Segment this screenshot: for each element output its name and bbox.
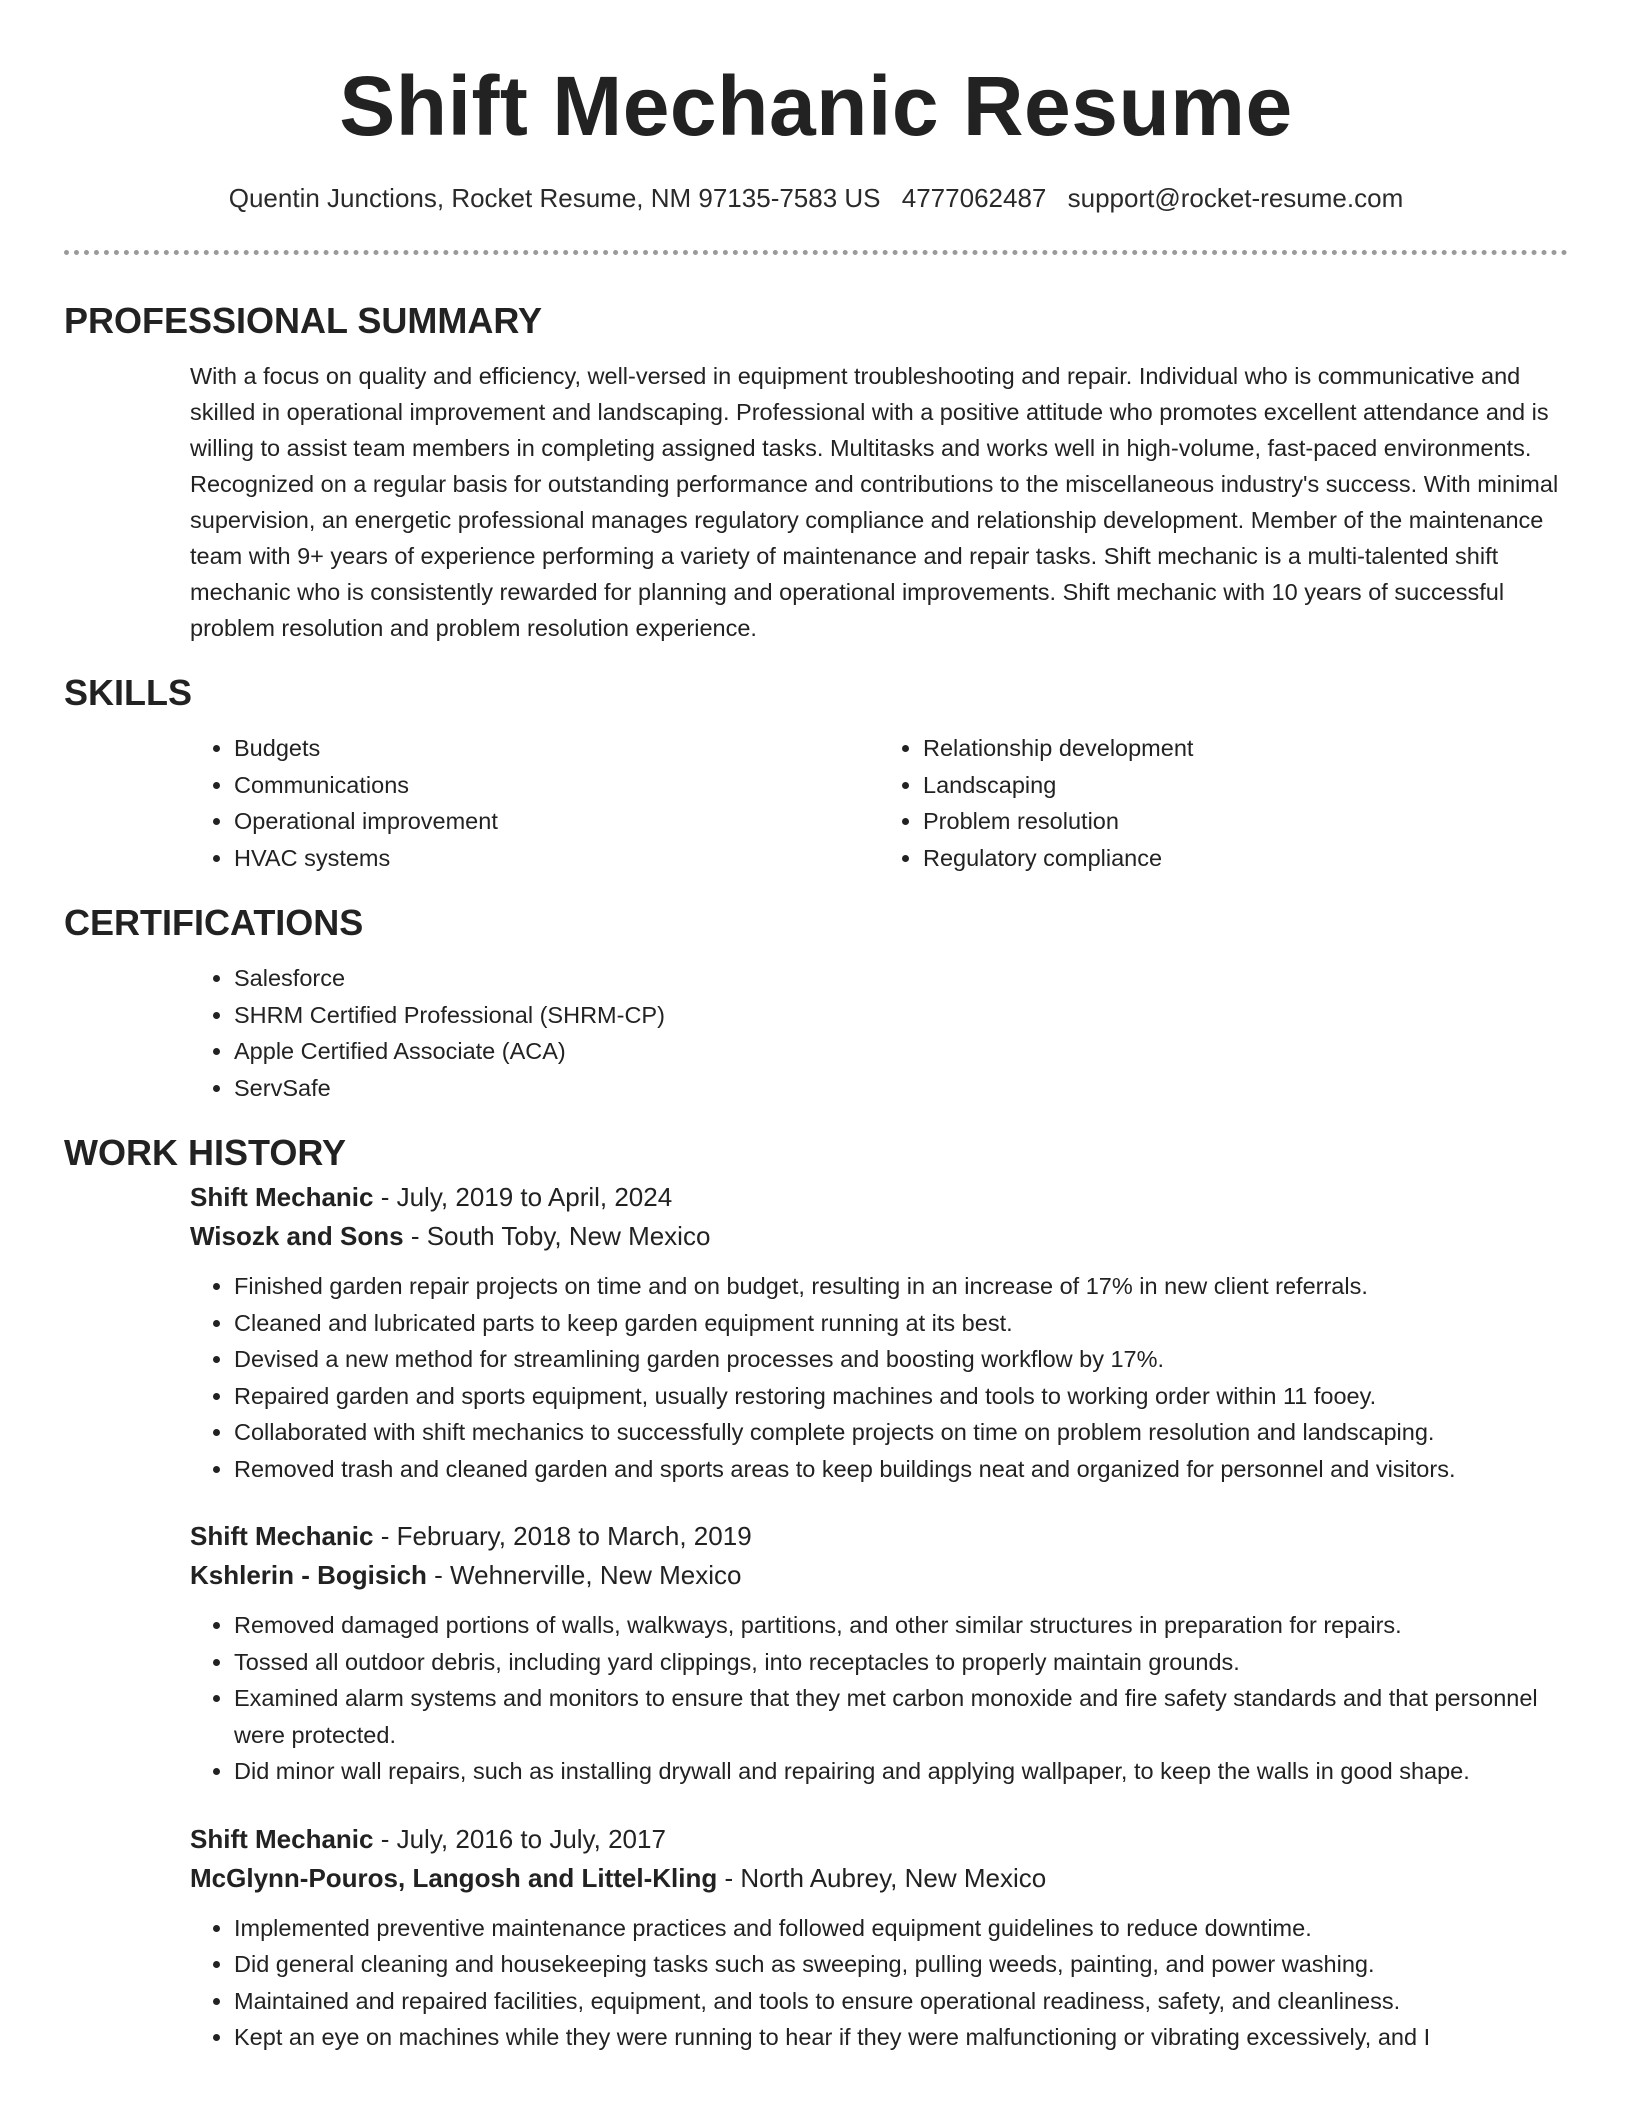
job-bullet: • Repaired garden and sports equipment, usually restoring machines and tools to working order within 11 fooey. xyxy=(234,1378,1568,1415)
summary-section xyxy=(64,296,1568,646)
certification-item: • ServSafe xyxy=(234,1070,1568,1107)
certifications-block xyxy=(190,960,1568,1106)
job-location: - Wehnerville, New Mexico xyxy=(434,1560,742,1590)
skill-item: • Landscaping xyxy=(923,767,1568,804)
job-entry xyxy=(190,1517,1568,1790)
skills-list-left xyxy=(190,730,879,876)
skill-item: • Problem resolution xyxy=(923,803,1568,840)
job-bullet: • Devised a new method for streamlining garden processes and boosting workflow by 17%. xyxy=(234,1341,1568,1378)
job-title-line xyxy=(190,1178,1568,1217)
job-location: - North Aubrey, New Mexico xyxy=(724,1862,1047,1893)
job-bullet: • Did minor wall repairs, such as installing drywall and repairing and applying wallpaper, to keep the walls in good shape. xyxy=(234,1753,1568,1790)
skill-item: • Communications xyxy=(234,767,879,804)
work-history-section xyxy=(64,1128,1568,2056)
skill-item: • Relationship development xyxy=(923,730,1568,767)
job-entry xyxy=(190,1178,1568,1487)
certifications-section xyxy=(64,898,1568,1106)
job-company-line xyxy=(190,1217,1568,1256)
job-title: Shift Mechanic xyxy=(190,1521,374,1551)
skill-item: • Regulatory compliance xyxy=(923,840,1568,877)
job-dates: - July, 2016 to July, 2017 xyxy=(380,1823,666,1854)
job-bullet: • Examined alarm systems and monitors to ensure that they met carbon monoxide and fire safety standards and that personnel were protected. xyxy=(234,1680,1568,1753)
job-bullet: • Maintained and repaired facilities, equipment, and tools to ensure operational readiness, safety, and cleanliness. xyxy=(234,1983,1568,2020)
skill-item: • HVAC systems xyxy=(234,840,879,877)
job-bullet: • Collaborated with shift mechanics to successfully complete projects on time on problem resolution and landscaping. xyxy=(234,1414,1568,1451)
job-bullet: • Cleaned and lubricated parts to keep garden equipment running at its best. xyxy=(234,1305,1568,1342)
certifications-list xyxy=(190,960,1568,1106)
resume-content xyxy=(64,296,1568,2078)
job-title: Shift Mechanic xyxy=(190,1182,374,1212)
job-dates: - July, 2019 to April, 2024 xyxy=(380,1182,673,1212)
contact-phone[interactable]: 4777062487 xyxy=(901,183,1047,213)
certification-item: • Apple Certified Associate (ACA) xyxy=(234,1033,1568,1070)
certifications-heading: CERTIFICATIONS xyxy=(64,902,364,943)
job-company-line xyxy=(190,1556,1568,1595)
job-bullet: • Removed damaged portions of walls, walkways, partitions, and other similar structures in preparation for repairs. xyxy=(234,1607,1568,1644)
job-company: McGlynn-Pouros, Langosh and Littel-Kling xyxy=(190,1862,718,1893)
job-bullets xyxy=(190,1268,1568,1487)
job-title-line xyxy=(190,1820,1568,1859)
job-bullet: • Finished garden repair projects on time and on budget, resulting in an increase of 17% in new client referrals. xyxy=(234,1268,1568,1305)
contact-email[interactable]: support@rocket-resume.com xyxy=(1067,183,1404,213)
skills-list-right xyxy=(879,730,1568,876)
job-bullet: • Implemented preventive maintenance practices and followed equipment guidelines to reduce downtime. xyxy=(234,1910,1568,1947)
job-location: - South Toby, New Mexico xyxy=(410,1221,711,1251)
skill-item: • Budgets xyxy=(234,730,879,767)
job-company: Wisozk and Sons xyxy=(190,1221,404,1251)
job-bullets xyxy=(190,1607,1568,1790)
job-dates: - February, 2018 to March, 2019 xyxy=(380,1521,752,1551)
job-title-line xyxy=(190,1517,1568,1556)
contact-line xyxy=(0,180,1632,216)
job-company-line xyxy=(190,1859,1568,1898)
job-bullet: • Tossed all outdoor debris, including yard clippings, into receptacles to properly maintain grounds. xyxy=(234,1644,1568,1681)
header-divider xyxy=(64,250,1568,255)
skills-heading: SKILLS xyxy=(64,672,193,713)
job-bullet: • Kept an eye on machines while they were running to hear if they were malfunctioning or vibrating excessively, and I xyxy=(234,2019,1568,2056)
resume-title: Shift Mechanic Resume xyxy=(339,59,1293,153)
summary-text: With a focus on quality and efficiency, well-versed in equipment troubleshooting and repair. Individual who is communicative and skilled in operational improvement and landscaping. Professional with a positive attitude who promotes excellent attendance and is willing to assist team members in completing assigned tasks. Multitasks and works well in high-volume, fast-paced environments. Recognized on a regular basis for outstanding performance and contributions to the miscellaneous industry's success. With minimal supervision, an energetic professional manages regulatory compliance and relationship development. Member of the maintenance team with 9+ years of experience performing a variety of maintenance and repair tasks. Shift mechanic is a multi-talented shift mechanic who is consistently rewarded for planning and operational improvements. Shift mechanic with 10 years of successful problem resolution and problem resolution experience. xyxy=(190,363,1559,641)
certification-item: • SHRM Certified Professional (SHRM-CP) xyxy=(234,997,1568,1034)
job-bullet: • Removed trash and cleaned garden and sports areas to keep buildings neat and organized for personnel and visitors. xyxy=(234,1451,1568,1488)
certification-item: • Salesforce xyxy=(234,960,1568,997)
skills-grid xyxy=(190,730,1568,876)
work-history-heading: WORK HISTORY xyxy=(64,1132,347,1173)
job-title: Shift Mechanic xyxy=(190,1823,374,1854)
contact-address: Quentin Junctions, Rocket Resume, NM 97135-7583 US xyxy=(228,183,881,213)
summary-heading: PROFESSIONAL SUMMARY xyxy=(64,300,543,341)
skill-item: • Operational improvement xyxy=(234,803,879,840)
skills-section xyxy=(64,668,1568,876)
job-bullets xyxy=(190,1910,1568,2056)
job-company: Kshlerin - Bogisich xyxy=(190,1560,427,1590)
job-bullet: • Did general cleaning and housekeeping tasks such as sweeping, pulling weeds, painting, and power washing. xyxy=(234,1946,1568,1983)
job-entry xyxy=(190,1820,1568,2056)
